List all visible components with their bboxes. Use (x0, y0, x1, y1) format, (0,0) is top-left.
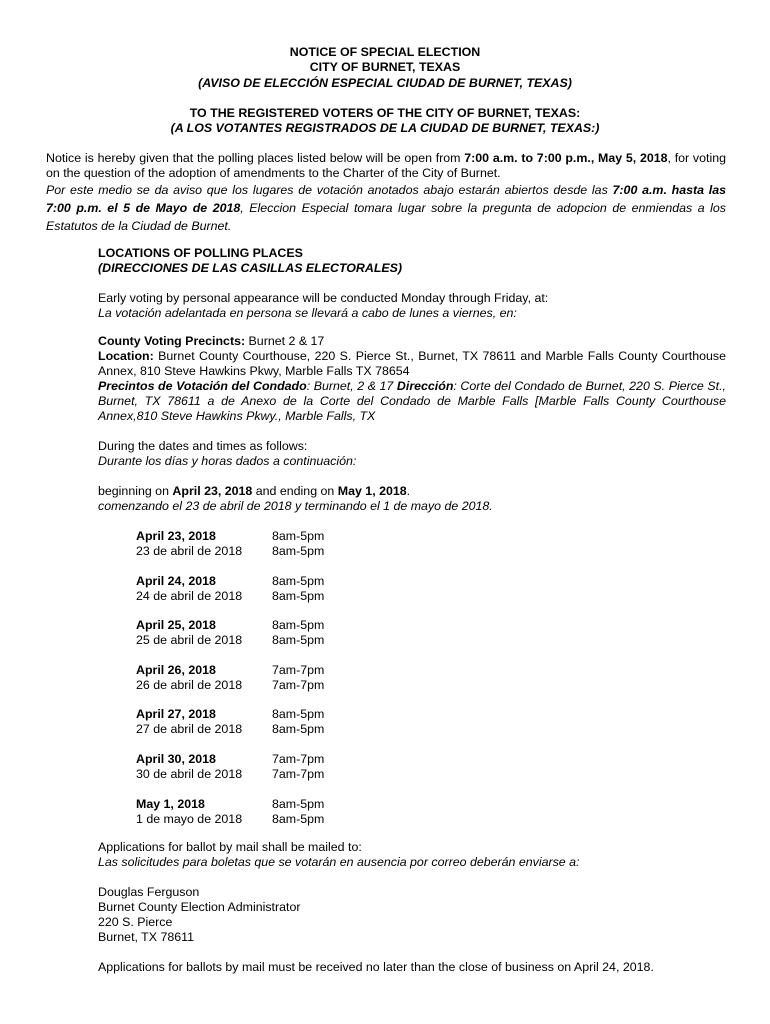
date-en: April 23, 2018 (136, 529, 216, 543)
hours: 8am-5pm (272, 529, 325, 543)
early-voting-es: La votación adelantada en persona se llevará a cabo de lunes a viernes, en: (98, 306, 517, 320)
notice-paragraph-es: Por este medio se da aviso que los lugares de votación anotados abajo estarán abiertos desde las 7:00 a.m. hasta las 7:00 p.m. el 5 de Mayo de 2018, Eleccion Especial tomara lugar sobre la pregunta de adopcion de enmiendas a los Estatutos de la Ciudad de Burnet. (46, 183, 726, 233)
locations-heading-es: (DIRECCIONES DE LAS CASILLAS ELECTORALES) (98, 261, 403, 275)
hours-es: 7am-7pm (272, 677, 325, 692)
mail-deadline: Applications for ballots by mail must be received no later than the close of business on April 24, 2018. (98, 960, 654, 974)
administrator-name: Douglas Ferguson (98, 885, 200, 899)
date-es: 26 de abril de 2018 (136, 677, 243, 692)
hours: 7am-7pm (272, 751, 325, 766)
date-en: May 1, 2018 (136, 796, 205, 811)
hours: 8am-5pm (272, 618, 325, 633)
hours-es: 8am-5pm (272, 544, 325, 558)
hours-es: 8am-5pm (272, 811, 325, 826)
location-paragraph: Location: Burnet County Courthouse, 220 S. Pierce St., Burnet, TX 78611 and Marble Falls County Courthouse Annex, 810 Steve Hawkins Pkwy, Marble Falls TX 78654 (98, 349, 726, 378)
date-es: 23 de abril de 2018 (136, 544, 243, 558)
date-es: 1 de mayo de 2018 (136, 811, 243, 826)
date-en: April 30, 2018 (136, 751, 216, 766)
hours: 7am-7pm (272, 662, 325, 677)
address-city: Burnet, TX 78611 (98, 930, 194, 944)
hours: 8am-5pm (272, 707, 325, 722)
date-en: April 27, 2018 (136, 707, 216, 722)
hours-es: 8am-5pm (272, 722, 325, 737)
early-voting-en: Early voting by personal appearance will be conducted Monday through Friday, at: (98, 291, 549, 305)
spanish-title: (AVISO DE ELECCIÓN ESPECIAL CIUDAD DE BURNET, TEXAS) (198, 76, 572, 90)
schedule-row (136, 707, 436, 737)
date-range-en: beginning on April 23, 2018 and ending on May 1, 2018. (98, 484, 411, 498)
date-es: 25 de abril de 2018 (136, 633, 243, 648)
hours: 8am-5pm (272, 573, 325, 588)
city-title: CITY OF BURNET, TEXAS (309, 60, 461, 74)
hours-es: 8am-5pm (272, 588, 325, 603)
schedule-row (136, 797, 436, 827)
date-en: April 25, 2018 (136, 618, 216, 633)
schedule-table (136, 529, 436, 841)
schedule-intro-es: Durante los días y horas dados a continuación: (98, 454, 357, 468)
date-en: April 26, 2018 (136, 662, 216, 677)
voters-heading-es: (A LOS VOTANTES REGISTRADOS DE LA CIUDAD DE BURNET, TEXAS:) (170, 121, 600, 135)
precincts-line: County Voting Precincts: Burnet 2 & 17 (98, 334, 325, 348)
notice-title: NOTICE OF SPECIAL ELECTION (289, 45, 481, 59)
schedule-row (136, 663, 436, 693)
schedule-row (136, 529, 436, 559)
date-es: 24 de abril de 2018 (136, 588, 243, 603)
notice-paragraph-en: Notice is hereby given that the polling places listed below will be open from 7:00 a.m. to 7:00 p.m., May 5, 2018, for voting on the question of the adoption of amendments to the Charter of the City of Burnet. (46, 151, 726, 180)
schedule-row (136, 752, 436, 782)
schedule-row (136, 574, 436, 604)
hours-es: 7am-7pm (272, 766, 325, 781)
mail-applications-en: Applications for ballot by mail shall be mailed to: (98, 840, 362, 854)
schedule-intro-en: During the dates and times as follows: (98, 439, 308, 453)
administrator-title: Burnet County Election Administrator (98, 900, 301, 914)
schedule-row (136, 618, 436, 648)
date-en: April 24, 2018 (136, 573, 216, 588)
date-es: 27 de abril de 2018 (136, 722, 243, 737)
hours: 8am-5pm (272, 796, 325, 811)
voters-heading: TO THE REGISTERED VOTERS OF THE CITY OF BURNET, TEXAS: (189, 106, 581, 120)
locations-heading: LOCATIONS OF POLLING PLACES (98, 246, 303, 260)
location-paragraph-es: Precintos de Votación del Condado: Burnet, 2 & 17 Dirección: Corte del Condado de Burnet, 220 S. Pierce St., Burnet, TX 78611 a de Anexo de la Corte del Condado de Marble Falls [Marble Falls County Courthouse Annex,810 Steve Hawkins Pkwy., Marble Falls, TX (98, 379, 726, 423)
address-street: 220 S. Pierce (98, 915, 173, 929)
mail-applications-es: Las solicitudes para boletas que se votarán en ausencia por correo deberán enviarse a: (98, 855, 580, 869)
hours-es: 8am-5pm (272, 633, 325, 648)
date-range-es: comenzando el 23 de abril de 2018 y terminando el 1 de mayo de 2018. (98, 499, 493, 513)
date-es: 30 de abril de 2018 (136, 766, 243, 781)
